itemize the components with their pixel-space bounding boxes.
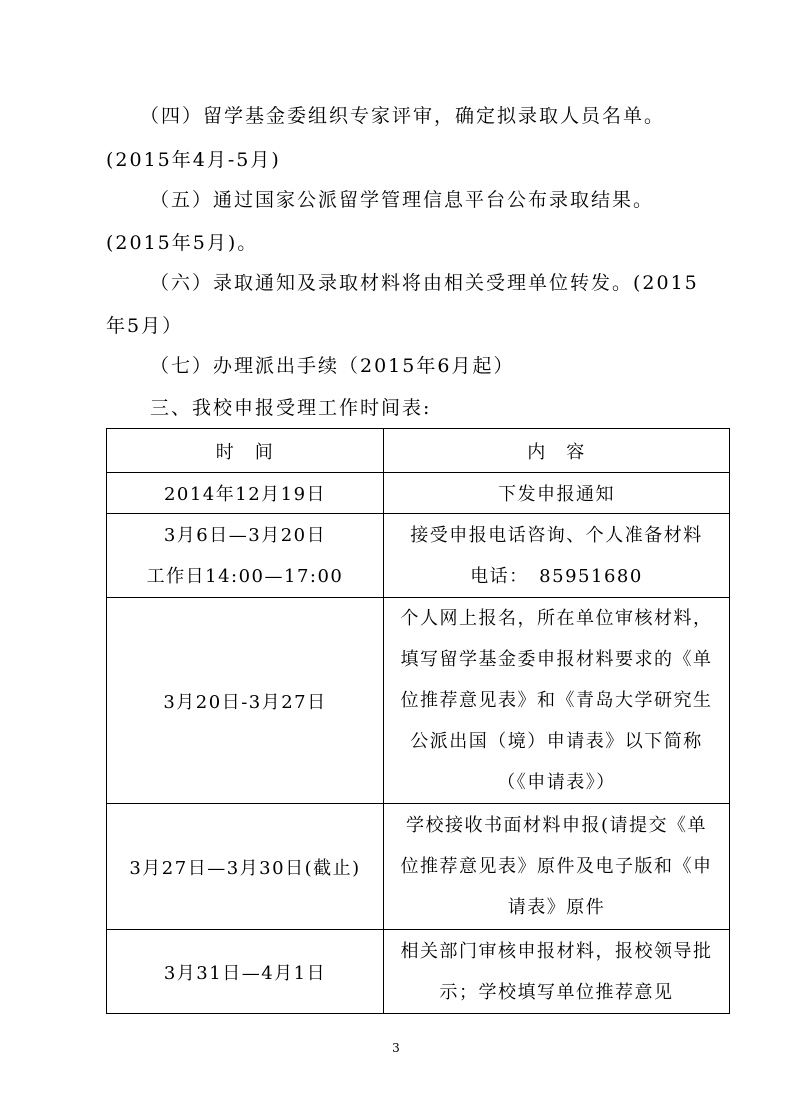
header-time: 时 间 bbox=[107, 429, 384, 473]
row-1-content: 下发申报通知 bbox=[384, 473, 730, 514]
section-3-heading: 三、我校申报受理工作时间表: bbox=[150, 397, 432, 419]
row-4-time: 3月27日—3月30日(截止) bbox=[107, 804, 384, 930]
para-6-line-1: （六）录取通知及录取材料将由相关受理单位转发。(2015 bbox=[150, 272, 699, 294]
para-5-line-1: （五）通过国家公派留学管理信息平台公布录取结果。 bbox=[150, 189, 655, 211]
row-3-time: 3月20日-3月27日 bbox=[107, 598, 384, 804]
para-4-line-1: （四）留学基金委组织专家评审，确定拟录取人员名单。 bbox=[140, 105, 666, 127]
table-row bbox=[107, 598, 730, 804]
para-4-line-2: (2015年4月-5月) bbox=[106, 149, 281, 171]
schedule-table bbox=[106, 428, 730, 1014]
row-1-time: 2014年12月19日 bbox=[107, 473, 384, 514]
para-6-line-2: 年5月） bbox=[106, 315, 184, 337]
table-row bbox=[107, 473, 730, 514]
row-2-content: 接受申报电话咨询、个人准备材料 电话： 85951680 bbox=[384, 514, 730, 598]
row-2-time: 3月6日—3月20日 工作日14:00—17:00 bbox=[107, 514, 384, 598]
table-row bbox=[107, 804, 730, 930]
row-4-content: 学校接收书面材料申报(请提交《单 位推荐意见表》原件及电子版和《申 请表》原件 bbox=[384, 804, 730, 930]
page-number: 3 bbox=[392, 1041, 400, 1055]
para-7-line-1: （七）办理派出手续（2015年6月起） bbox=[150, 355, 515, 377]
table-header-row bbox=[107, 429, 730, 473]
row-5-time: 3月31日—4月1日 bbox=[107, 930, 384, 1014]
header-content: 内 容 bbox=[384, 429, 730, 473]
table-row bbox=[107, 514, 730, 598]
row-5-content: 相关部门审核申报材料，报校领导批 示；学校填写单位推荐意见 bbox=[384, 930, 730, 1014]
row-3-content: 个人网上报名，所在单位审核材料， 填写留学基金委申报材料要求的《单 位推荐意见表》和《青岛大学研究生 公派出国（境）申请表》以下简称 （《申请表》） bbox=[384, 598, 730, 804]
para-5-line-2: (2015年5月)。 bbox=[106, 232, 259, 254]
table-row bbox=[107, 930, 730, 1014]
